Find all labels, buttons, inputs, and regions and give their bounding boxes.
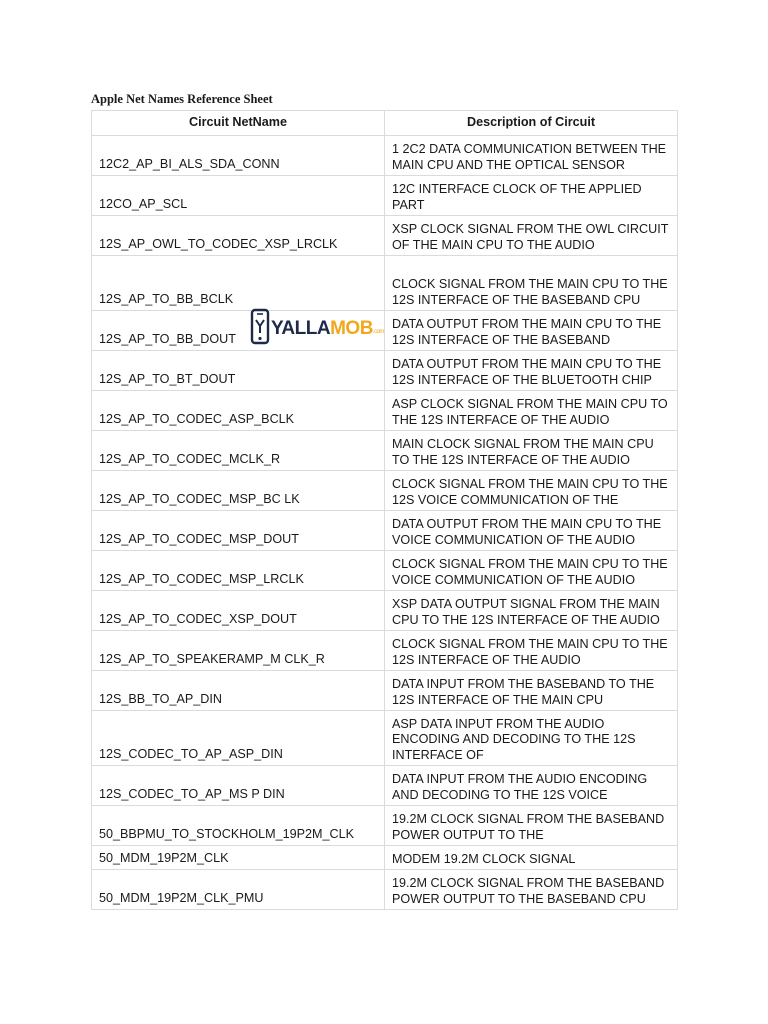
table-row [92, 311, 678, 351]
circuit-netname: 12S_CODEC_TO_AP_MS P DIN [99, 786, 285, 801]
table-row [92, 631, 678, 671]
table-row [92, 551, 678, 591]
circuit-netname-cell [92, 391, 385, 431]
circuit-netname: 12S_BB_TO_AP_DIN [99, 691, 222, 706]
circuit-netname: 50_MDM_19P2M_CLK_PMU [99, 890, 264, 905]
circuit-description: DATA OUTPUT FROM THE MAIN CPU TO THE 12S INTERFACE OF THE BASEBAND [392, 317, 662, 347]
circuit-description: 1 2C2 DATA COMMUNICATION BETWEEN THE MAIN CPU AND THE OPTICAL SENSOR [392, 142, 667, 172]
circuit-description: DATA OUTPUT FROM THE MAIN CPU TO THE 12S INTERFACE OF THE BLUETOOTH CHIP [392, 357, 662, 387]
circuit-description-cell [385, 136, 678, 176]
circuit-description-cell [385, 671, 678, 711]
circuit-description: DATA INPUT FROM THE BASEBAND TO THE 12S INTERFACE OF THE MAIN CPU [392, 677, 655, 707]
circuit-description: ASP CLOCK SIGNAL FROM THE MAIN CPU TO THE 12S INTERFACE OF THE AUDIO [392, 397, 668, 427]
circuit-netname-cell [92, 591, 385, 631]
circuit-netname-cell [92, 631, 385, 671]
circuit-netname-cell [92, 511, 385, 551]
phone-icon [252, 310, 268, 343]
circuit-description: 19.2M CLOCK SIGNAL FROM THE BASEBAND POWER OUTPUT TO THE BASEBAND CPU [392, 876, 665, 906]
circuit-netname-cell [92, 471, 385, 511]
circuit-description-cell [385, 391, 678, 431]
circuit-netname: 12S_AP_OWL_TO_CODEC_XSP_LRCLK [99, 236, 338, 251]
circuit-description-cell [385, 551, 678, 591]
circuit-netname: 12S_AP_TO_BT_DOUT [99, 371, 236, 386]
circuit-description-cell [385, 631, 678, 671]
circuit-description-cell [385, 256, 678, 311]
circuit-netname: 12S_AP_TO_CODEC_MSP_BC LK [99, 491, 300, 506]
table-row [92, 511, 678, 551]
circuit-description: CLOCK SIGNAL FROM THE MAIN CPU TO THE 12S INTERFACE OF THE BASEBAND CPU [392, 277, 668, 307]
circuit-description: 19.2M CLOCK SIGNAL FROM THE BASEBAND POWER OUTPUT TO THE [392, 812, 665, 842]
table-row [92, 591, 678, 631]
circuit-description: 12C INTERFACE CLOCK OF THE APPLIED PART [392, 182, 642, 212]
circuit-netname-cell [92, 766, 385, 806]
circuit-description-cell [385, 216, 678, 256]
circuit-netname: 12S_AP_TO_CODEC_MCLK_R [99, 451, 281, 466]
column-header-netname: Circuit NetName [92, 111, 385, 136]
circuit-netname-cell [92, 256, 385, 311]
svg-text:YALLAMOB.com [271, 318, 384, 339]
circuit-netname: 50_BBPMU_TO_STOCKHOLM_19P2M_CLK [99, 826, 355, 841]
circuit-netname-cell [92, 846, 385, 870]
circuit-description: MAIN CLOCK SIGNAL FROM THE MAIN CPU TO THE 12S INTERFACE OF THE AUDIO [392, 437, 654, 467]
circuit-netname-cell [92, 711, 385, 766]
table-row [92, 391, 678, 431]
circuit-netname: 12S_AP_TO_CODEC_MSP_LRCLK [99, 571, 304, 586]
circuit-netname-cell [92, 671, 385, 711]
circuit-netname-cell [92, 351, 385, 391]
circuit-netname: 12C2_AP_BI_ALS_SDA_CONN [99, 156, 280, 171]
yallamob-watermark [249, 309, 384, 345]
circuit-description-cell [385, 806, 678, 846]
net-names-table [91, 110, 678, 910]
circuit-description: DATA INPUT FROM THE AUDIO ENCODING AND DECODING TO THE 12S VOICE [392, 772, 648, 802]
circuit-netname: 12S_AP_TO_BB_DOUT [99, 331, 236, 346]
table-row [92, 136, 678, 176]
circuit-netname-cell [92, 870, 385, 910]
circuit-description-cell [385, 176, 678, 216]
circuit-description: DATA OUTPUT FROM THE MAIN CPU TO THE VOICE COMMUNICATION OF THE AUDIO [392, 517, 662, 547]
circuit-netname-cell [92, 806, 385, 846]
table-row [92, 351, 678, 391]
circuit-netname: 12S_AP_TO_CODEC_ASP_BCLK [99, 411, 295, 426]
table-body [92, 136, 678, 910]
table-row [92, 870, 678, 910]
circuit-description-cell [385, 311, 678, 351]
table-row [92, 766, 678, 806]
table-row [92, 176, 678, 216]
table-row [92, 471, 678, 511]
watermark-domain: .com [372, 329, 384, 335]
circuit-netname-cell [92, 551, 385, 591]
circuit-netname-cell [92, 136, 385, 176]
circuit-netname-cell [92, 431, 385, 471]
table-row [92, 431, 678, 471]
table-row [92, 256, 678, 311]
circuit-netname: 12S_AP_TO_CODEC_XSP_DOUT [99, 611, 297, 626]
circuit-netname: 50_MDM_19P2M_CLK [99, 850, 229, 865]
circuit-description-cell [385, 351, 678, 391]
watermark-brand-mob: MOB [330, 318, 373, 339]
circuit-description-cell [385, 711, 678, 766]
circuit-description-cell [385, 846, 678, 870]
circuit-netname-cell [92, 216, 385, 256]
circuit-description-cell [385, 870, 678, 910]
circuit-description: XSP CLOCK SIGNAL FROM THE OWL CIRCUIT OF THE MAIN CPU TO THE AUDIO [392, 222, 669, 252]
table-header-row [92, 111, 678, 136]
circuit-description-cell [385, 511, 678, 551]
sheet-title: Apple Net Names Reference Sheet [91, 92, 273, 106]
circuit-description-cell [385, 766, 678, 806]
table-row [92, 671, 678, 711]
table-row [92, 806, 678, 846]
circuit-description-cell [385, 471, 678, 511]
column-header-description: Description of Circuit [385, 111, 678, 136]
watermark-logo [249, 309, 384, 345]
circuit-netname-cell [92, 176, 385, 216]
watermark-brand-yalla: YALLA [271, 318, 331, 339]
circuit-description: MODEM 19.2M CLOCK SIGNAL [392, 851, 576, 866]
circuit-description: CLOCK SIGNAL FROM THE MAIN CPU TO THE 12S VOICE COMMUNICATION OF THE [392, 477, 668, 507]
circuit-description: CLOCK SIGNAL FROM THE MAIN CPU TO THE 12S INTERFACE OF THE AUDIO [392, 637, 668, 667]
circuit-netname: 12S_AP_TO_SPEAKERAMP_M CLK_R [99, 651, 325, 666]
circuit-netname: 12S_CODEC_TO_AP_ASP_DIN [99, 746, 283, 761]
circuit-netname: 12S_AP_TO_BB_BCLK [99, 291, 234, 306]
circuit-description-cell [385, 591, 678, 631]
circuit-description: CLOCK SIGNAL FROM THE MAIN CPU TO THE VOICE COMMUNICATION OF THE AUDIO [392, 557, 668, 587]
table-row [92, 216, 678, 256]
circuit-description: XSP DATA OUTPUT SIGNAL FROM THE MAIN CPU TO THE 12S INTERFACE OF THE AUDIO [392, 597, 660, 627]
table-row [92, 711, 678, 766]
circuit-netname: 12S_AP_TO_CODEC_MSP_DOUT [99, 531, 299, 546]
circuit-netname: 12CO_AP_SCL [99, 196, 188, 211]
circuit-description-cell [385, 431, 678, 471]
circuit-description: ASP DATA INPUT FROM THE AUDIO ENCODING AND DECODING TO THE 12S INTERFACE OF [392, 716, 636, 762]
table-row [92, 846, 678, 870]
